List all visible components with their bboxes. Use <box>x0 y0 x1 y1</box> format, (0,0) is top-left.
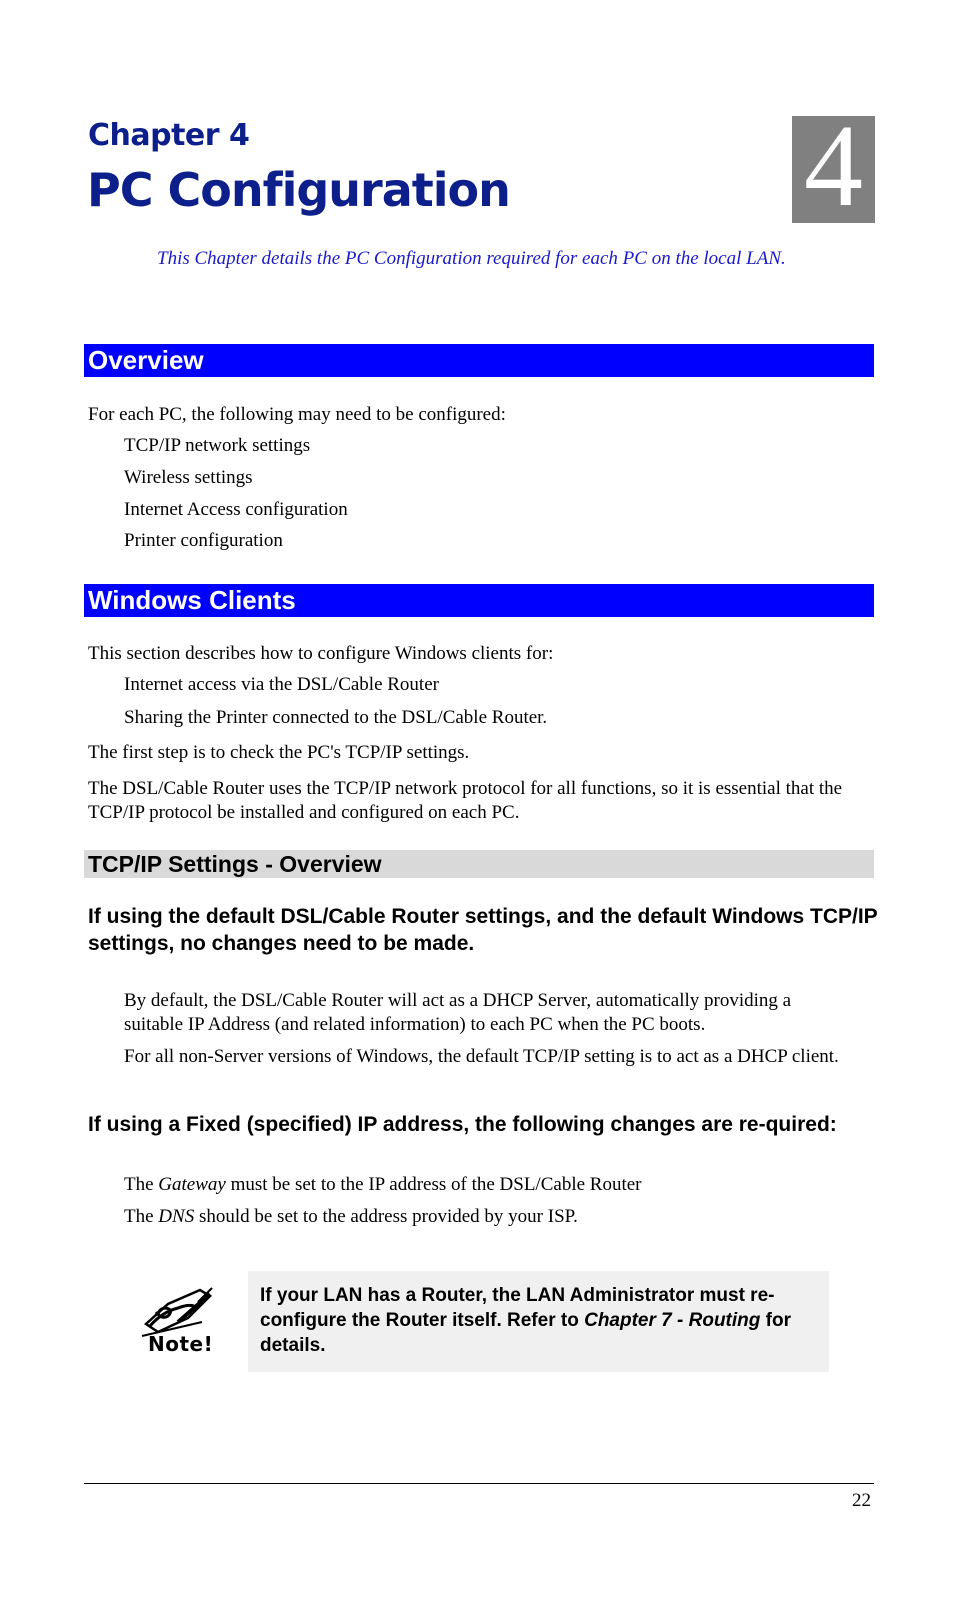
gateway-post: must be set to the IP address of the DSL/Cable Router <box>225 1174 642 1195</box>
overview-item: Internet Access configuration <box>124 499 348 520</box>
tcpip-fixed-subheading: If using a Fixed (specified) IP address, the following changes are re-quired: <box>88 1113 837 1136</box>
note-icon-label: Note! <box>148 1332 214 1356</box>
overview-heading: Overview <box>84 344 874 377</box>
overview-item: Wireless settings <box>124 467 253 488</box>
page-number: 22 <box>852 1490 871 1511</box>
note-text-post: for details. <box>260 1310 791 1356</box>
chapter-label: Chapter 4 <box>88 118 250 153</box>
note-text-pre: If your LAN has a Router, the LAN Administrator must re-configure the Router itself. Refer to <box>260 1285 775 1331</box>
overview-item: TCP/IP network settings <box>124 435 311 456</box>
dns-line <box>124 1205 578 1229</box>
note-box <box>248 1271 829 1372</box>
chapter-number-box: 4 <box>792 116 875 223</box>
footer-rule <box>84 1483 874 1484</box>
tcpip-default-para: By default, the DSL/Cable Router will act as a DHCP Server, automatically providing a suitable IP Address (and related information) to each PC when the PC boots. <box>124 990 792 1035</box>
note-chapter-ref: Chapter 7 - Routing <box>584 1310 761 1331</box>
windows-clients-heading: Windows Clients <box>84 584 874 617</box>
windows-clients-lead: This section describes how to configure Windows clients for: <box>88 643 554 664</box>
tcpip-heading: TCP/IP Settings - Overview <box>84 850 874 878</box>
overview-lead: For each PC, the following may need to be configured: <box>88 404 506 425</box>
tcpip-default-subheading: If using the default DSL/Cable Router settings, and the default Windows TCP/IP settings, no changes need to be made. <box>88 905 878 955</box>
windows-clients-para: The first step is to check the PC's TCP/IP settings. <box>88 742 470 763</box>
note-icon <box>138 1282 218 1362</box>
gateway-line <box>124 1173 642 1197</box>
dns-term: DNS <box>158 1206 195 1227</box>
gateway-pre: The <box>124 1174 159 1195</box>
windows-clients-item: Internet access via the DSL/Cable Router <box>124 674 439 695</box>
dns-post: should be set to the address provided by your ISP. <box>194 1206 578 1227</box>
chapter-title: PC Configuration <box>87 163 510 217</box>
overview-item: Printer configuration <box>124 530 283 551</box>
tcpip-default-para: For all non-Server versions of Windows, the default TCP/IP setting is to act as a DHCP client. <box>124 1046 839 1067</box>
windows-clients-item: Sharing the Printer connected to the DSL/Cable Router. <box>124 707 548 728</box>
dns-pre: The <box>124 1206 159 1227</box>
chapter-intro: This Chapter details the PC Configuration required for each PC on the local LAN. <box>157 248 786 269</box>
windows-clients-para: The DSL/Cable Router uses the TCP/IP network protocol for all functions, so it is essential that the TCP/IP protocol be installed and configured on each PC. <box>88 778 843 823</box>
gateway-term: Gateway <box>158 1174 226 1195</box>
